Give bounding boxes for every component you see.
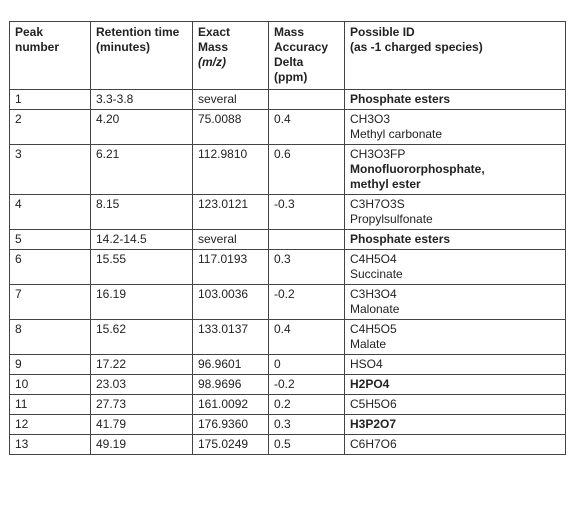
peak-number-cell: 7 xyxy=(10,285,91,320)
possible-id-cell xyxy=(345,145,566,195)
possible-id-line: Monofluororphosphate, xyxy=(350,162,485,176)
retention-time-cell: 14.2-14.5 xyxy=(91,230,193,250)
possible-id-line: C6H7O6 xyxy=(350,437,397,451)
possible-id-cell xyxy=(345,110,566,145)
peak-number-cell: 4 xyxy=(10,195,91,230)
possible-id-cell xyxy=(345,90,566,110)
possible-id-line: H2PO4 xyxy=(350,377,390,391)
peak-number-cell: 5 xyxy=(10,230,91,250)
table-row xyxy=(10,355,566,375)
retention-time-cell: 4.20 xyxy=(91,110,193,145)
table-row xyxy=(10,90,566,110)
retention-time-cell: 27.73 xyxy=(91,395,193,415)
possible-id-line: C4H5O5 xyxy=(350,322,397,336)
mass-accuracy-cell: 0.2 xyxy=(269,395,345,415)
mass-accuracy-cell: -0.3 xyxy=(269,195,345,230)
table-row xyxy=(10,415,566,435)
possible-id-cell xyxy=(345,355,566,375)
possible-id-cell xyxy=(345,415,566,435)
peak-number-cell: 6 xyxy=(10,250,91,285)
mass-accuracy-cell: -0.2 xyxy=(269,375,345,395)
possible-id-cell xyxy=(345,230,566,250)
peak-number-cell: 8 xyxy=(10,320,91,355)
possible-id-line: Malate xyxy=(350,337,387,351)
table-row xyxy=(10,285,566,320)
peak-number-cell: 12 xyxy=(10,415,91,435)
mass-accuracy-cell: 0.6 xyxy=(269,145,345,195)
retention-time-cell: 15.55 xyxy=(91,250,193,285)
peak-number-cell: 13 xyxy=(10,435,91,455)
peak-number-cell: 1 xyxy=(10,90,91,110)
table-body xyxy=(10,90,566,455)
retention-time-cell: 17.22 xyxy=(91,355,193,375)
possible-id-cell xyxy=(345,250,566,285)
mass-accuracy-cell: 0.3 xyxy=(269,415,345,435)
retention-time-cell: 23.03 xyxy=(91,375,193,395)
exact-mass-cell: 176.9360 xyxy=(193,415,269,435)
header-row xyxy=(10,22,566,90)
possible-id-line: CH3O3 xyxy=(350,112,391,126)
retention-time-cell: 6.21 xyxy=(91,145,193,195)
exact-mass-cell: 123.0121 xyxy=(193,195,269,230)
retention-time-cell: 49.19 xyxy=(91,435,193,455)
possible-id-line: C5H5O6 xyxy=(350,397,397,411)
exact-mass-cell: 98.9696 xyxy=(193,375,269,395)
mass-accuracy-cell: 0.5 xyxy=(269,435,345,455)
exact-mass-cell: 117.0193 xyxy=(193,250,269,285)
table-row xyxy=(10,110,566,145)
exact-mass-cell: 175.0249 xyxy=(193,435,269,455)
table-row xyxy=(10,145,566,195)
possible-id-line: Malonate xyxy=(350,302,400,316)
possible-id-line: H3P2O7 xyxy=(350,417,397,431)
possible-id-cell xyxy=(345,435,566,455)
header-possible-id: Possible ID (as -1 charged species) xyxy=(345,22,566,90)
retention-time-cell: 3.3-3.8 xyxy=(91,90,193,110)
mass-accuracy-cell xyxy=(269,90,345,110)
possible-id-line: Phosphate esters xyxy=(350,92,451,106)
possible-id-cell xyxy=(345,195,566,230)
retention-time-cell: 15.62 xyxy=(91,320,193,355)
peak-number-cell: 9 xyxy=(10,355,91,375)
retention-time-cell: 8.15 xyxy=(91,195,193,230)
possible-id-line: Succinate xyxy=(350,267,403,281)
peak-number-cell: 3 xyxy=(10,145,91,195)
exact-mass-cell: 133.0137 xyxy=(193,320,269,355)
peak-number-cell: 11 xyxy=(10,395,91,415)
possible-id-line: CH3O3FP xyxy=(350,147,406,161)
exact-mass-cell: several xyxy=(193,90,269,110)
header-mass-accuracy: Mass Accuracy Delta (ppm) xyxy=(269,22,345,90)
peak-number-cell: 10 xyxy=(10,375,91,395)
peak-table xyxy=(9,21,566,455)
mass-accuracy-cell: -0.2 xyxy=(269,285,345,320)
mass-accuracy-cell: 0.3 xyxy=(269,250,345,285)
retention-time-cell: 16.19 xyxy=(91,285,193,320)
exact-mass-cell: 103.0036 xyxy=(193,285,269,320)
table-row xyxy=(10,195,566,230)
header-exact-mass: Exact Mass (m/z) xyxy=(193,22,269,90)
mass-accuracy-cell: 0.4 xyxy=(269,320,345,355)
table-row xyxy=(10,435,566,455)
possible-id-line: Phosphate esters xyxy=(350,232,451,246)
possible-id-cell xyxy=(345,395,566,415)
mass-accuracy-cell xyxy=(269,230,345,250)
possible-id-cell xyxy=(345,285,566,320)
exact-mass-cell: several xyxy=(193,230,269,250)
mass-accuracy-cell: 0.4 xyxy=(269,110,345,145)
exact-mass-cell: 96.9601 xyxy=(193,355,269,375)
retention-time-cell: 41.79 xyxy=(91,415,193,435)
possible-id-line: C3H3O4 xyxy=(350,287,397,301)
header-peak-number: Peak number xyxy=(10,22,91,90)
possible-id-cell xyxy=(345,320,566,355)
possible-id-line: C4H5O4 xyxy=(350,252,397,266)
possible-id-line: HSO4 xyxy=(350,357,383,371)
exact-mass-cell: 112.9810 xyxy=(193,145,269,195)
exact-mass-cell: 161.0092 xyxy=(193,395,269,415)
possible-id-cell xyxy=(345,375,566,395)
table-row xyxy=(10,375,566,395)
table-row xyxy=(10,250,566,285)
exact-mass-cell: 75.0088 xyxy=(193,110,269,145)
table-row xyxy=(10,395,566,415)
table-row xyxy=(10,230,566,250)
table-row xyxy=(10,320,566,355)
mass-accuracy-cell: 0 xyxy=(269,355,345,375)
peak-number-cell: 2 xyxy=(10,110,91,145)
possible-id-line: Propylsulfonate xyxy=(350,212,433,226)
possible-id-line: C3H7O3S xyxy=(350,197,405,211)
possible-id-line: Methyl carbonate xyxy=(350,127,443,141)
header-retention-time: Retention time (minutes) xyxy=(91,22,193,90)
possible-id-line: methyl ester xyxy=(350,177,421,191)
